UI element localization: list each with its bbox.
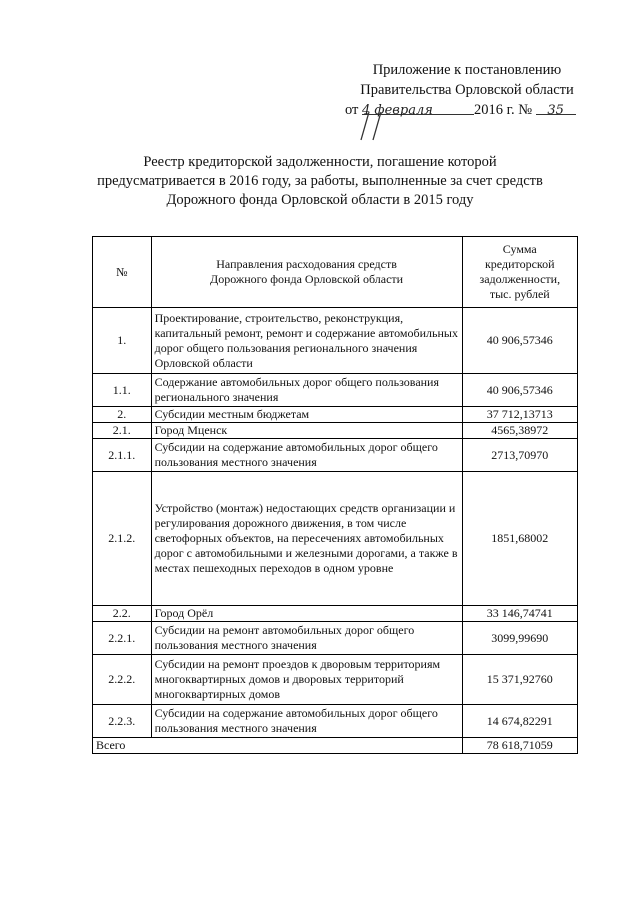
table-row [93,407,578,423]
row-direction: Город Орёл [151,606,462,622]
row-amount: 1851,68002 [462,472,577,606]
header-sum-line-3: задолженности, [479,272,561,286]
header-direction [151,237,462,308]
total-label: Всего [93,738,463,754]
number-field [536,100,576,118]
header-direction-line-2: Дорожного фонда Орловской области [210,272,404,286]
from-label: от [345,102,359,118]
date-handwritten: 4 февраля [362,103,433,118]
header-num: № [93,237,152,308]
row-direction: Субсидии на содержание автомобильных дорог общего пользования местного значения [151,439,462,472]
registry-table [92,236,578,754]
table-row [93,308,578,374]
table-row [93,606,578,622]
row-direction: Субсидии местным бюджетам [151,407,462,423]
appendix-line-2: Правительства Орловской области [360,82,574,98]
row-amount: 4565,38972 [462,423,577,439]
row-direction: Устройство (монтаж) недостающих средств организации и регулирования дорожного движения, в том числе светофорных объектов, на пересечениях автомобильных дорог с автомобильными и железными дорогами, а также в местах пешеходных переходов в одном уровне [151,472,462,606]
row-amount: 3099,99690 [462,622,577,655]
row-amount: 15 371,92760 [462,655,577,705]
row-num: 2.2. [93,606,152,622]
header-sum-line-4: тыс. рублей [489,287,550,301]
header-sum [462,237,577,308]
row-amount: 14 674,82291 [462,705,577,738]
header-direction-line-1: Направления расходования средств [216,257,397,271]
row-direction: Субсидии на ремонт автомобильных дорог общего пользования местного значения [151,622,462,655]
row-num: 2.2.2. [93,655,152,705]
title-line-2: предусматривается в 2016 году, за работы, выполненные за счет средств [97,173,543,189]
row-amount: 33 146,74741 [462,606,577,622]
table-row [93,423,578,439]
row-amount: 40 906,57346 [462,308,577,374]
row-num: 2.1. [93,423,152,439]
table-row [93,655,578,705]
row-direction: Проектирование, строительство, реконструкция, капитальный ремонт, ремонт и содержание автомобильных дорог общего пользования регионального значения Орловской области [151,308,462,374]
row-num: 1. [93,308,152,374]
table-header-row [93,237,578,308]
table-row [93,472,578,606]
row-num: 2. [93,407,152,423]
number-handwritten: 35 [547,103,564,118]
row-amount: 2713,70970 [462,439,577,472]
year-text: 2016 г. № [474,102,533,118]
header-sum-line-1: Сумма [502,242,537,256]
row-num: 2.2.1. [93,622,152,655]
title-line-3: Дорожного фонда Орловской области в 2015 году [166,192,474,208]
total-amount: 78 618,71059 [462,738,577,754]
row-direction: Город Мценск [151,423,462,439]
table-row [93,622,578,655]
row-direction: Содержание автомобильных дорог общего пользования регионального значения [151,374,462,407]
row-direction: Субсидии на содержание автомобильных дорог общего пользования местного значения [151,705,462,738]
table-row [93,705,578,738]
header-sum-line-2: кредиторской [484,257,555,271]
table-row [93,374,578,407]
signature-marks-icon [355,110,395,142]
row-amount: 37 712,13713 [462,407,577,423]
row-amount: 40 906,57346 [462,374,577,407]
table-total-row [93,738,578,754]
row-direction: Субсидии на ремонт проездов к дворовым территориям многоквартирных домов и дворовых территорий многоквартирных домов [151,655,462,705]
row-num: 2.1.2. [93,472,152,606]
page-title [80,153,560,210]
row-num: 2.1.1. [93,439,152,472]
row-num: 1.1. [93,374,152,407]
title-line-1: Реестр кредиторской задолженности, погашение которой [143,154,497,170]
table-row [93,439,578,472]
appendix-line-1: Приложение к постановлению [372,62,562,78]
row-num: 2.2.3. [93,705,152,738]
